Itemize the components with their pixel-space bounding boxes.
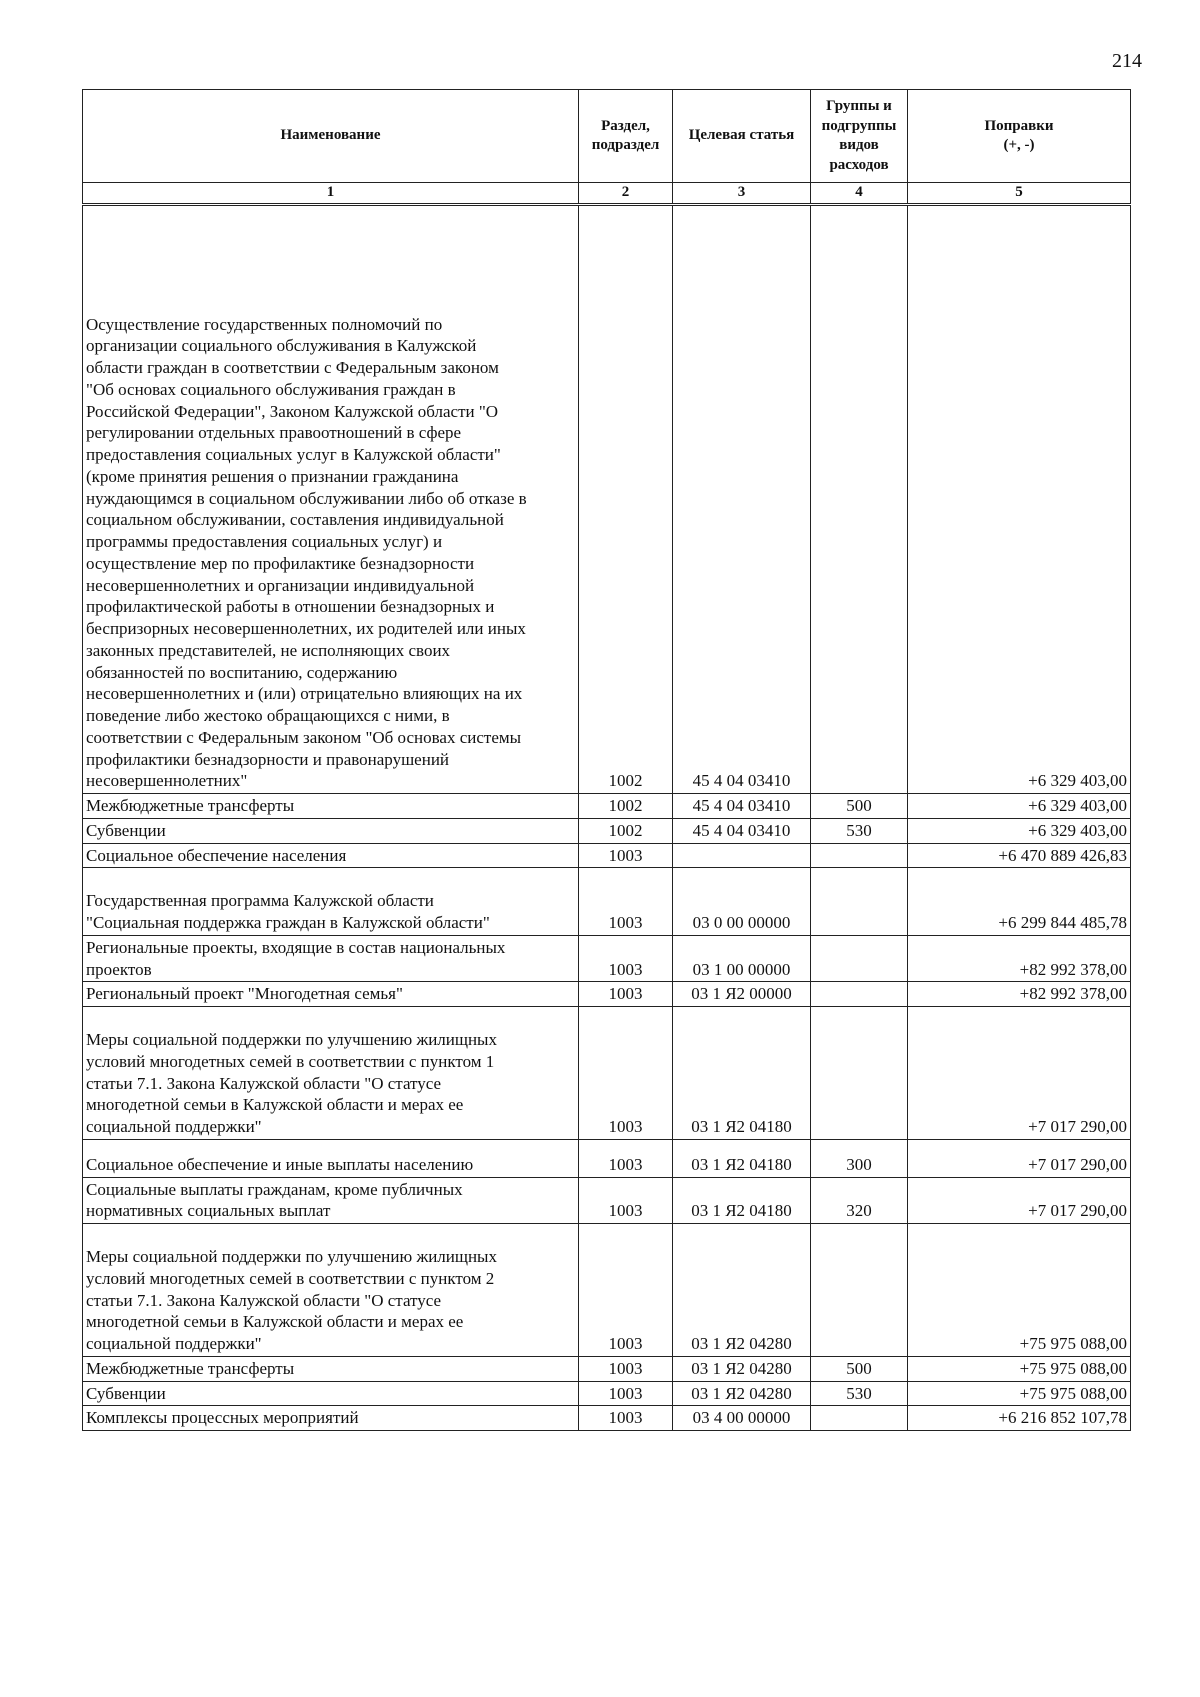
row-group — [811, 935, 908, 982]
row-target: 03 0 00 00000 — [673, 868, 811, 936]
row-target: 03 1 Я2 00000 — [673, 982, 811, 1007]
row-amount: +7 017 290,00 — [908, 1007, 1131, 1140]
row-target: 03 4 00 00000 — [673, 1406, 811, 1431]
row-name: Межбюджетные трансферты — [83, 794, 579, 819]
row-section: 1003 — [579, 982, 673, 1007]
row-name: Государственная программа Калужской области "Социальная поддержка граждан в Калужской области" — [83, 868, 579, 936]
row-group: 300 — [811, 1139, 908, 1177]
row-amount: +6 329 403,00 — [908, 818, 1131, 843]
table-row — [83, 1381, 1131, 1406]
header-amount: Поправки (+, -) — [908, 90, 1131, 183]
page-number: 214 — [1112, 50, 1142, 72]
row-group: 500 — [811, 794, 908, 819]
column-number: 4 — [811, 183, 908, 205]
row-target — [673, 843, 811, 868]
row-target: 03 1 Я2 04180 — [673, 1007, 811, 1140]
row-section: 1003 — [579, 1007, 673, 1140]
row-target: 45 4 04 03410 — [673, 794, 811, 819]
row-group — [811, 982, 908, 1007]
row-name: Меры социальной поддержки по улучшению жилищных условий многодетных семей в соответствии с пунктом 1 статьи 7.1. Закона Калужской области "О статусе многодетной семьи в Калужской области и мерах ее социальной поддержки" — [83, 1007, 579, 1140]
row-target: 03 1 00 00000 — [673, 935, 811, 982]
table-row — [83, 1224, 1131, 1357]
row-amount: +6 329 403,00 — [908, 204, 1131, 794]
table-row — [83, 794, 1131, 819]
row-amount: +6 299 844 485,78 — [908, 868, 1131, 936]
table-row — [83, 935, 1131, 982]
row-section: 1003 — [579, 1177, 673, 1224]
row-group — [811, 843, 908, 868]
row-section: 1003 — [579, 1224, 673, 1357]
table-header-row — [83, 90, 1131, 183]
row-name: Осуществление государственных полномочий по организации социального обслуживания в Калужской области граждан в соответствии с Федеральным законом "Об основах социального обслуживания граждан в Российской Федерации", Законом Калужской области "О регулировании отдельных правоотношений в сфере предоставления социальных услуг в Калужской области" (кроме принятия решения о признании гражданина нуждающимся в социальном обслуживании либо об отказе в социальном обслуживании, составления индивидуальной программы предоставления социальных услуг) и осуществление мер по профилактике безнадзорности несовершеннолетних и организации индивидуальной профилактической работы в отношении безнадзорных и беспризорных несовершеннолетних, их родителей или иных законных представителей, не исполняющих своих обязанностей по воспитанию, содержанию несовершеннолетних и (или) отрицательно влияющих на их поведение либо жестоко обращающихся с ними, в соответствии с Федеральным законом "Об основах системы профилактики безнадзорности и правонарушений несовершеннолетних" — [83, 204, 579, 794]
row-group — [811, 204, 908, 794]
row-section: 1003 — [579, 935, 673, 982]
row-amount: +75 975 088,00 — [908, 1356, 1131, 1381]
column-number: 5 — [908, 183, 1131, 205]
row-amount: +7 017 290,00 — [908, 1139, 1131, 1177]
row-target: 03 1 Я2 04280 — [673, 1381, 811, 1406]
table-row — [83, 818, 1131, 843]
header-section: Раздел, подраздел — [579, 90, 673, 183]
row-target: 03 1 Я2 04180 — [673, 1139, 811, 1177]
row-section: 1003 — [579, 1139, 673, 1177]
row-group: 320 — [811, 1177, 908, 1224]
row-name: Комплексы процессных мероприятий — [83, 1406, 579, 1431]
table-row — [83, 1177, 1131, 1224]
table-row — [83, 1406, 1131, 1431]
table-row — [83, 204, 1131, 794]
row-target: 45 4 04 03410 — [673, 204, 811, 794]
table-row — [83, 1139, 1131, 1177]
row-group — [811, 1406, 908, 1431]
row-section: 1003 — [579, 1381, 673, 1406]
row-target: 03 1 Я2 04280 — [673, 1356, 811, 1381]
row-name: Межбюджетные трансферты — [83, 1356, 579, 1381]
row-section: 1003 — [579, 868, 673, 936]
row-name: Социальные выплаты гражданам, кроме публичных нормативных социальных выплат — [83, 1177, 579, 1224]
column-number: 2 — [579, 183, 673, 205]
budget-amendments-table — [82, 89, 1131, 1431]
row-amount: +75 975 088,00 — [908, 1381, 1131, 1406]
row-target: 45 4 04 03410 — [673, 818, 811, 843]
row-section: 1002 — [579, 794, 673, 819]
row-name: Социальное обеспечение населения — [83, 843, 579, 868]
row-target: 03 1 Я2 04180 — [673, 1177, 811, 1224]
row-group — [811, 1224, 908, 1357]
row-amount: +82 992 378,00 — [908, 935, 1131, 982]
row-group: 500 — [811, 1356, 908, 1381]
row-name: Меры социальной поддержки по улучшению жилищных условий многодетных семей в соответствии с пунктом 2 статьи 7.1. Закона Калужской области "О статусе многодетной семьи в Калужской области и мерах ее социальной поддержки" — [83, 1224, 579, 1357]
table-row — [83, 982, 1131, 1007]
table-row — [83, 843, 1131, 868]
column-number-row — [83, 183, 1131, 205]
row-group: 530 — [811, 1381, 908, 1406]
row-section: 1003 — [579, 1356, 673, 1381]
row-amount: +82 992 378,00 — [908, 982, 1131, 1007]
row-name: Субвенции — [83, 1381, 579, 1406]
header-name: Наименование — [83, 90, 579, 183]
row-amount: +6 470 889 426,83 — [908, 843, 1131, 868]
header-target: Целевая статья — [673, 90, 811, 183]
row-name: Социальное обеспечение и иные выплаты населению — [83, 1139, 579, 1177]
row-amount: +6 216 852 107,78 — [908, 1406, 1131, 1431]
row-group — [811, 1007, 908, 1140]
table-row — [83, 1356, 1131, 1381]
row-name: Региональные проекты, входящие в состав национальных проектов — [83, 935, 579, 982]
row-target: 03 1 Я2 04280 — [673, 1224, 811, 1357]
row-group — [811, 868, 908, 936]
header-group: Группы и подгруппы видов расходов — [811, 90, 908, 183]
row-section: 1003 — [579, 843, 673, 868]
row-name: Субвенции — [83, 818, 579, 843]
row-group: 530 — [811, 818, 908, 843]
row-section: 1002 — [579, 204, 673, 794]
row-amount: +6 329 403,00 — [908, 794, 1131, 819]
column-number: 1 — [83, 183, 579, 205]
row-amount: +75 975 088,00 — [908, 1224, 1131, 1357]
row-section: 1002 — [579, 818, 673, 843]
table-row — [83, 868, 1131, 936]
row-name: Региональный проект "Многодетная семья" — [83, 982, 579, 1007]
table-row — [83, 1007, 1131, 1140]
row-amount: +7 017 290,00 — [908, 1177, 1131, 1224]
row-section: 1003 — [579, 1406, 673, 1431]
column-number: 3 — [673, 183, 811, 205]
